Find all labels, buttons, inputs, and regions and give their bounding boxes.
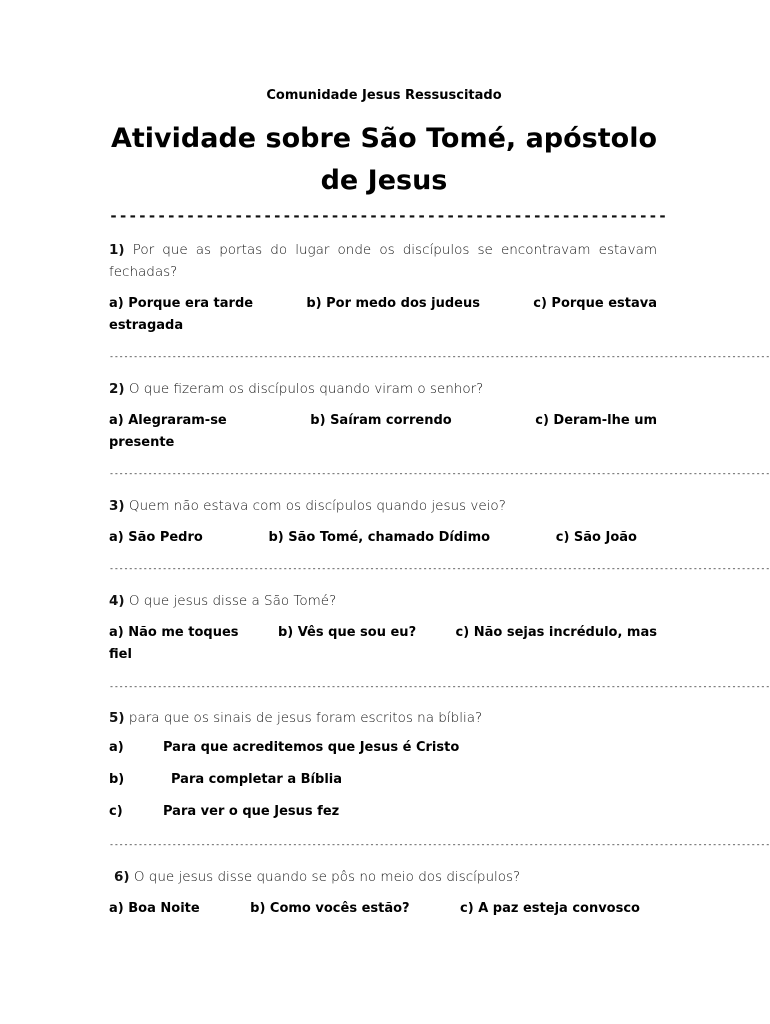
- question-6-number: 6): [114, 869, 130, 885]
- question-4-option-c-continued: fiel: [109, 647, 132, 662]
- question-1-options: [109, 293, 657, 337]
- question-2-option-c-continued: presente: [109, 435, 175, 450]
- question-3-options: [109, 527, 637, 549]
- page-title: Atividade sobre São Tomé, apóstolo de Jesus: [111, 123, 657, 196]
- question-5-number: 5): [109, 710, 125, 726]
- question-1-option-c[interactable]: c) Porque estava: [533, 296, 657, 311]
- question-5: [109, 707, 657, 729]
- question-4-options: [109, 622, 657, 666]
- question-5-option-a-text: Para que acreditemos que Jesus é Cristo: [163, 740, 460, 755]
- question-2-options: [109, 410, 657, 454]
- question-3-number: 3): [109, 498, 125, 514]
- question-5-option-a-letter: a): [109, 740, 124, 755]
- question-6-options: [109, 898, 640, 920]
- question-4-number: 4): [109, 593, 125, 609]
- question-3-option-c[interactable]: c) São João: [555, 530, 637, 545]
- separator-5: -----------------------------------------------------------------------------------------------------------------------------------------: [109, 839, 770, 849]
- question-2: [109, 378, 657, 400]
- question-4-option-a[interactable]: a) Não me toques: [109, 625, 239, 640]
- question-2-option-a[interactable]: a) Alegraram-se: [109, 413, 227, 428]
- community-name: Comunidade Jesus Ressuscitado: [266, 88, 502, 103]
- question-1-option-b[interactable]: b) Por medo dos judeus: [306, 296, 480, 311]
- question-6-option-c[interactable]: c) A paz esteja convosco: [460, 901, 640, 916]
- question-5-option-c-text: Para ver o que Jesus fez: [163, 804, 340, 819]
- question-6-option-a[interactable]: a) Boa Noite: [109, 901, 200, 916]
- question-1-text: Por que as portas do lugar onde os discípulos se encontravam estavam fechadas?: [109, 242, 657, 280]
- question-4-option-c[interactable]: c) Não sejas incrédulo, mas: [455, 625, 657, 640]
- question-4: [109, 590, 657, 612]
- question-3: [109, 495, 657, 517]
- question-1-option-c-continued: estragada: [109, 318, 184, 333]
- separator-3: -----------------------------------------------------------------------------------------------------------------------------------------: [109, 563, 770, 573]
- question-6: [114, 866, 662, 888]
- question-5-text: para que os sinais de jesus foram escritos na bíblia?: [128, 710, 483, 726]
- question-6-text: O que jesus disse quando se pôs no meio dos discípulos?: [133, 869, 521, 885]
- question-2-option-b[interactable]: b) Saíram correndo: [310, 413, 452, 428]
- question-3-option-b[interactable]: b) São Tomé, chamado Dídimo: [268, 530, 491, 545]
- question-3-text: Quem não estava com os discípulos quando jesus veio?: [128, 498, 506, 514]
- question-2-number: 2): [109, 381, 125, 397]
- question-2-option-c[interactable]: c) Deram-lhe um: [535, 413, 657, 428]
- separator-4: -----------------------------------------------------------------------------------------------------------------------------------------: [109, 681, 770, 691]
- question-6-option-b[interactable]: b) Como vocês estão?: [250, 901, 410, 916]
- question-2-text: O que fizeram os discípulos quando viram o senhor?: [128, 381, 484, 397]
- separator-2: -----------------------------------------------------------------------------------------------------------------------------------------: [109, 468, 770, 478]
- separator-1: -----------------------------------------------------------------------------------------------------------------------------------------: [109, 351, 770, 361]
- question-1-number: 1): [109, 242, 125, 258]
- question-4-option-b[interactable]: b) Vês que sou eu?: [277, 625, 417, 640]
- question-4-text: O que jesus disse a São Tomé?: [128, 593, 337, 609]
- question-5-option-c-letter: c): [109, 804, 123, 819]
- question-5-option-b-text: Para completar a Bíblia: [171, 772, 342, 787]
- question-3-option-a[interactable]: a) São Pedro: [109, 530, 203, 545]
- question-5-option-b-letter: b): [109, 772, 125, 787]
- title-separator: ----------------------------------------------------------: [109, 207, 668, 225]
- question-1: [109, 239, 657, 283]
- question-1-option-a[interactable]: a) Porque era tarde: [109, 296, 254, 311]
